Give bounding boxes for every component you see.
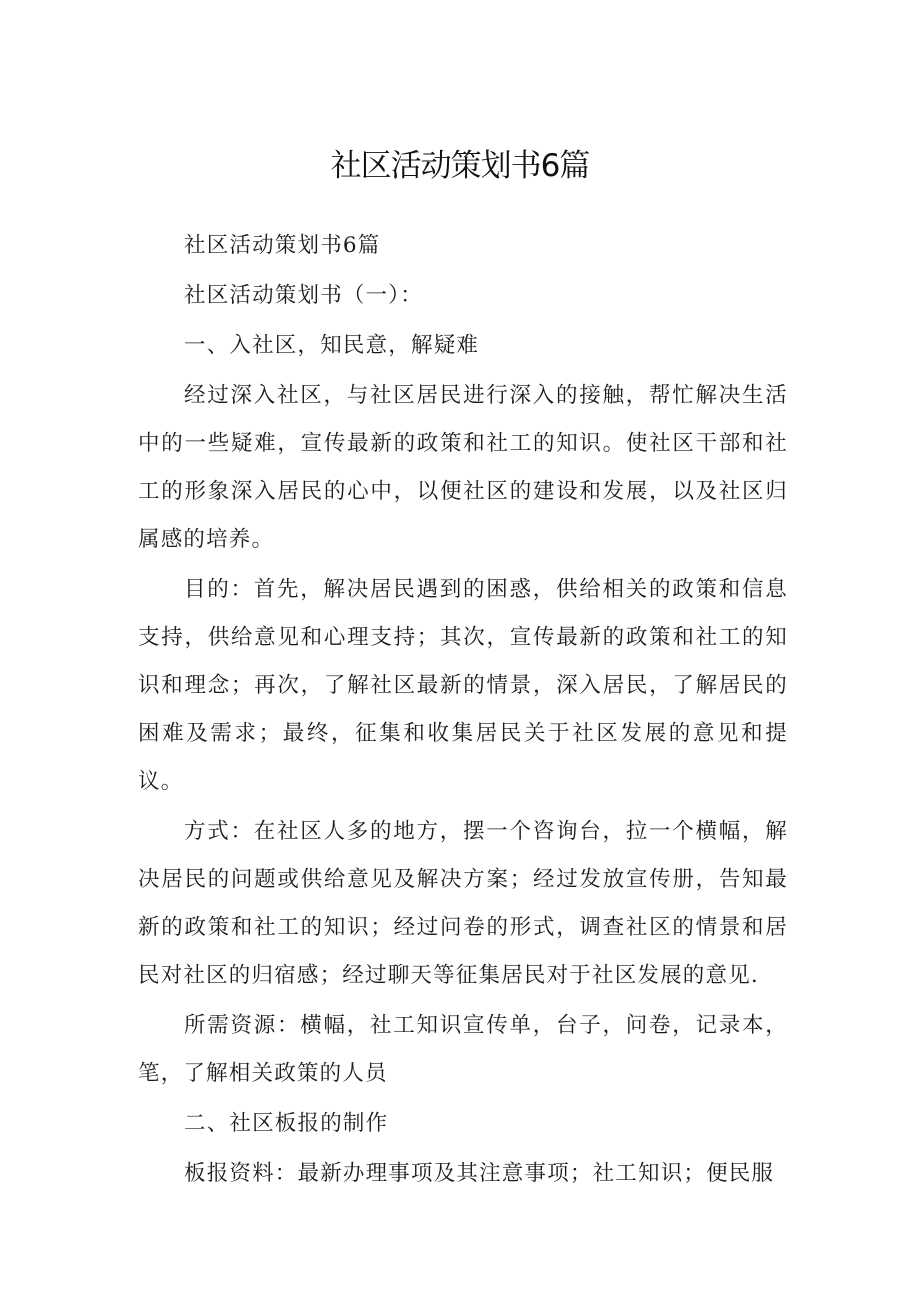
paragraph-heading-1: 一、入社区，知民意，解疑难 [184, 333, 480, 358]
page-title: 社区活动策划书6篇 [330, 148, 590, 184]
paragraph-resources: 所需资源：横幅，社工知识宣传单，台子，问卷，记录本，笔，了解相关政策的人员 [138, 1013, 788, 1086]
paragraph-subtitle: 社区活动策划书6篇 [184, 233, 381, 258]
paragraph-heading-2: 二、社区板报的制作 [184, 1111, 389, 1136]
paragraph-intro: 经过深入社区，与社区居民进行深入的接触，帮忙解决生活中的一些疑难，宣传最新的政策和社工的知识。使社区干部和社工的形象深入居民的心中，以便社区的建设和发展，以及社区归属感的培养。 [138, 383, 788, 552]
paragraph-board-content: 板报资料：最新办理事项及其注意事项；社工知识；便民服 [184, 1161, 775, 1186]
paragraph-section-heading: 社区活动策划书（一）： [184, 283, 423, 308]
document-body [138, 222, 788, 1198]
paragraph-purpose: 目的：首先，解决居民遇到的困惑，供给相关的政策和信息支持，供给意见和心理支持；其次，宣传最新的政策和社工的知识和理念；再次，了解社区最新的情景，深入居民，了解居民的困难及需求；最终，征集和收集居民关于社区发展的意见和提议。 [138, 577, 788, 794]
paragraph-method: 方式：在社区人多的地方，摆一个咨询台，拉一个横幅，解决居民的问题或供给意见及解决方案；经过发放宣传册，告知最新的政策和社工的知识；经过问卷的形式，调查社区的情景和居民对社区的归宿感；经过聊天等征集居民对于社区发展的意见. [138, 819, 788, 988]
